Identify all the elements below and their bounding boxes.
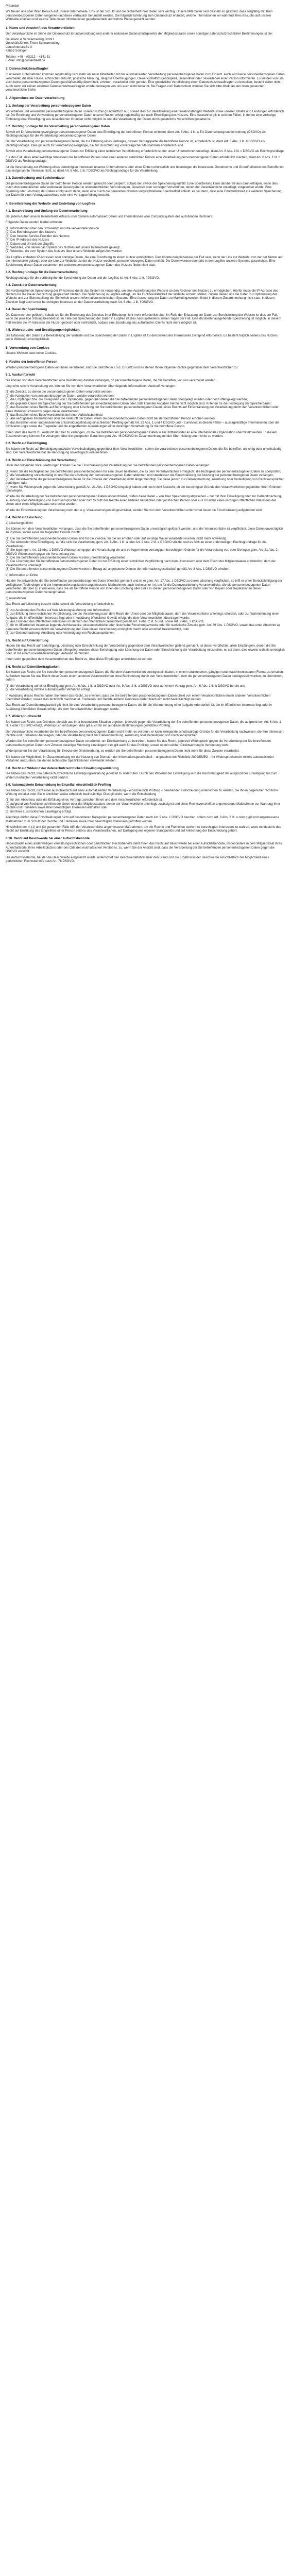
section-4-5-heading: 4.5. Widerspruchs- und Beseitigungsmöglichkeit <box>6 328 80 332</box>
privacy-policy-document <box>0 0 291 871</box>
section-6-7-text-4: Widersprechen Sie der Verarbeitung für Zwecke der Direktwerbung, so werden die Sie betreffenden personenbezogenen Daten nicht mehr für diese Zwecke verarbeitet. <box>6 749 240 753</box>
list-item: (1) wenn Sie die Richtigkeit der Sie betreffenden personenbezogenen für eine Dauer bestreiten, die es dem Verantwortlichen ermöglicht, die Richtigkeit der personenbezogenen Daten zu überprüfen; <box>6 469 281 473</box>
section-2-text: In unserem Unternehmen kommen regelmäßig nicht mehr als neun Mitarbeiter mit der automatisierten Verarbeitung personenbezogener Daten zum Einsatz. Auch wird keine personenbezogenen Daten verarbeitet, die über Rasse, ethnische Herkunft, politische Meinung, religiöse Überzeugungen, Gewerkschaftszugehörigkeit, Gesundheit oder Sexualleben einer Person informieren. Es werden von uns auch keine personenbezogenen Daten geschäftsmäßig übermittelt, erhoben, verarbeitet oder genutzt. Eine gesetzliche Verpflichtung einen Datenschutzbeauftragten zu bestellen, besteht daher nicht. Auch wenn wir keinen externen Datenschutzbeauftragten würde deswegen von uns auch nicht benannt. Bei Fragen zum Datenschutz wenden Sie sich bitte direkt an den oben genannten verantwortliche Stelle. <box>6 73 285 92</box>
section-3-2-heading: 3.2. Rechtsgrundlage für die Verarbeitung personenbezogener Daten <box>6 125 110 129</box>
section-1-text: Der Verantwortliche im Sinne der Datenschutz-Grundverordnung und anderer nationaler Datenschutzgesetze der Mitgliedsstaaten sowie sonstiger datenschutzrechtlicher Bestimmungen ist die: <box>6 31 273 36</box>
section-6-6-text-2: In Ausübung dieses Rechts haben Sie ferner das Recht, zu erwirken, dass die Sie betreffenden personenbezogenen Daten direkt von einem Verantwortlichen einem anderen Verantwortlichen übermittelt werden, soweit dies technisch machbar ist. Freiheiten und Rechte anderer Personen dürfen hierdurch nicht beeinträchtigt werden. <box>6 693 271 701</box>
managing-director: Geschäftsführer: Thore Schwarmeding <box>6 41 60 45</box>
list-item: (1) die Zwecke, zu denen die personenbezogenen Daten verarbeitet werden; <box>6 390 113 394</box>
section-4-1-text-2: Folgende Daten werden hierbei erhoben: <box>6 221 63 225</box>
section-3-heading: 3. Allgemeines zur Datenverarbeitung <box>6 96 65 100</box>
list-item: (1) zur Ausübung des Rechts auf freie Meinungsäußerung und Information; <box>6 608 110 612</box>
section-6-1-text-1: Sie können von dem Verantwortlichen eine Bestätigung darüber verlangen, ob personenbezogene Daten, die Sie betreffen, von uns verarbeitet werden. <box>6 378 216 382</box>
section-3-1-heading: 3.1. Umfang der Verarbeitung personenbezogener Daten <box>6 104 91 108</box>
section-4-4-text: Die Daten werden gelöscht, sobald sie für die Erreichung des Zweckes ihrer Erhebung nicht mehr erforderlich sind. Im Falle der Erfassung der Daten zur Bereitstellung der Website ist dies der Fall, wenn die jeweilige Sitzung beendet ist. Im Falle der Speicherung der Daten in Logfiles ist dies nach spätestens sieben Tagen der Fall. Eine darüberhinausgehende Speicherung ist möglich. In diesem Fall werden die IP-Adressen der Nutzer gelöscht oder verfremdet, sodass eine Zuordnung des aufrufenden Clients nicht mehr möglich ist. <box>6 313 281 325</box>
section-3-2-text-3: Soweit eine Verarbeitung personenbezogener Daten zur Erfüllung einer rechtlichen Verpflichtung erforderlich ist, der unser Unternehmen unterliegt, dient Art. 6 Abs. 1 lit. c DSGVO als Rechtsgrundlage. <box>6 149 285 154</box>
section-6-5-heading: 6.5. Recht auf Unterrichtung <box>6 638 48 642</box>
section-6-5-text-2: Ihnen steht gegenüber dem Verantwortlichen das Recht zu, über diese Empfänger unterrichtet zu werden. <box>6 657 153 662</box>
section-6-3-text-3: Wurde die Einschränkung der Verarbeitung nach den o.g. Voraussetzungen eingeschränkt, werden Sie von dem Verantwortlichen unterrichtet bevor die Einschränkung aufgehoben wird. <box>6 508 263 512</box>
controller-contact <box>6 55 285 63</box>
section-4-5-text: Die Erfassung der Daten zur Bereitstellung der Website und die Speicherung der Daten in Logfiles ist für den Betrieb der Internetseite zwingend erforderlich. Es besteht folglich seitens des Nutzers keine Widerspruchsmöglichkeit. <box>6 333 278 342</box>
list-item: (6) Websites, von denen das System des Nutzers auf unsere Internetseite gelangt <box>6 245 120 249</box>
section-6-3-text-2: Wurde die Verarbeitung der Sie betreffenden personenbezogenen Daten eingeschränkt, dürfen diese Daten – von ihrer Speicherung abgesehen – nur mit Ihrer Einwilligung oder zur Geltendmachung, Ausübung oder Verteidigung von Rechtsansprüchen oder zum Schutz der Rechte einer anderen natürlichen oder juristischen Person oder aus Gründen eines wichtigen öffentlichen Interesses der Union oder eines Mitgliedstaats verarbeitet werden. <box>6 495 282 506</box>
section-3-3-text: Die personenbezogenen Daten der betroffenen Person werden gelöscht oder gesperrt, sobald der Zweck der Speicherung entfällt. Eine Speicherung kann darüber hinaus dann erfolgen, wenn dies durch den europäischen oder nationalen Gesetzgeber in unionsrechtlichen Verordnungen, Gesetzen oder sonstigen Vorschriften, denen der Verantwortliche unterliegt, vorgesehen wurde. Eine Sperrung oder Löschung der Daten erfolgt auch dann, wenn eine durch die genannten Normen vorgeschriebene Speicherfrist abläuft, es sei denn, dass eine Erforderlichkeit zur weiteren Speicherung der Daten für einen Vertragsabschluss oder eine Vertragserfüllung besteht. <box>6 181 282 197</box>
preamble-heading: Präambel <box>6 4 20 8</box>
list-item: (4) die geplante Dauer der Speicherung der Sie betreffenden personenbezogenen Daten oder, falls konkrete Angaben hierzu nicht möglich sind, Kriterien für die Festlegung der Speicherdauer; <box>6 401 272 405</box>
list-item: (6) Die Sie betreffenden personenbezogenen Daten wurden in Bezug auf angebotene Dienste der Informationsgesellschaft gemäß Art. 8 Abs. 1 DSGVO erhoben. <box>6 567 230 571</box>
automated-decision-exceptions-list <box>6 798 285 814</box>
list-item: (2) Sie widerrufen Ihre Einwilligung, auf die sich die Verarbeitung gem. Art. 6 Abs. 1 lit. a oder Art. 9 Abs. 2 lit. a DSGVO stützte, und es fehlt an einer anderweitigen Rechtsgrundlage für die Verarbeitung. <box>6 540 267 548</box>
portability-conditions-list <box>6 684 285 692</box>
section-6-4-a-heading: a) Löschungspflicht <box>6 521 33 525</box>
deletion-reasons-list <box>6 537 285 571</box>
section-6-6-text-1: Sie haben das Recht, die Sie betreffenden personenbezogenen Daten, die Sie dem Verantwortlichen bereitgestellt haben, in einem strukturierten, gängigen und maschinenlesbaren Format zu erhalten. Außerdem haben Sie das Recht diese Daten einem anderen Verantwortlichen ohne Behinderung durch den Verantwortlichen, dem die personenbezogenen Daten bereitgestellt wurden, zu übermitteln, sofern <box>6 670 284 682</box>
section-6-6-heading: 6.6. Recht auf Datenübertragbarkeit <box>6 665 60 669</box>
section-6-4-heading: 6.4. Recht auf Löschung <box>6 516 43 520</box>
list-item: (5) Die Löschung der Sie betreffenden personenbezogenen Daten ist zur Erfüllung einer rechtlichen Verpflichtung nach dem Unionsrecht oder dem Recht der Mitgliedstaaten erforderlich, dem der Verantwortliche unterliegt. <box>6 560 276 567</box>
list-item: (2) die Kategorien von personenbezogenen Daten, welche verarbeitet werden; <box>6 394 115 398</box>
section-6-10-text-2: Die Aufsichtsbehörde, bei der die Beschwerde eingereicht wurde, unterrichtet den Beschwerdeführer über den Stand und die Ergebnisse der Beschwerde einschließlich der Möglichkeit eines gerichtlichen Rechtsbehelfs nach Art. 78 DSGVO. <box>6 855 269 863</box>
street-address: Leuschnerstraße 3 <box>6 45 32 49</box>
list-item: (4) wenn Sie Widerspruch gegen die Verarbeitung gemäß Art. 21 Abs. 1 DSGVO eingelegt haben und noch nicht feststeht, ob die berechtigten Gründe des Verantwortlichen gegenüber Ihren Gründen überwiegen. <box>6 485 282 493</box>
section-6-7-text-1: Sie haben das Recht, aus Gründen, die sich aus Ihrer besonderen Situation ergeben, jederzeit gegen die Verarbeitung der Sie betreffenden personenbezogenen Daten, die aufgrund von Art. 6 Abs. 1 lit. e oder f DSGVO erfolgt, Widerspruch einzulegen; dies gilt auch für ein auf diese Bestimmungen gestütztes Profiling. <box>6 720 281 728</box>
section-6-heading: 6. Rechte der betroffenen Person <box>6 360 58 364</box>
list-item: (3) mit Ihrer ausdrücklichen Einwilligung erfolgt. <box>6 809 72 814</box>
section-6-5-text-1: Haben Sie das Recht auf Berichtigung, Löschung oder Einschränkung der Verarbeitung gegenüber dem Verantwortlichen geltend gemacht, ist dieser verpflichtet, allen Empfängern, denen die Sie betreffenden personenbezogenen Daten offengelegt wurden, diese Berichtigung oder Löschung der Daten oder Einschränkung der Verarbeitung mitzuteilen, es sei denn, dies erweist sich als unmöglich oder ist mit einem unverhältnismäßigen Aufwand verbunden. <box>6 644 285 656</box>
section-4-1-heading: 4.1. Beschreibung und Umfang der Datenverarbeitung <box>6 209 88 213</box>
list-item: (3) Sie legen gem. Art. 21 Abs. 1 DSGVO Widerspruch gegen die Verarbeitung ein und es liegen keine vorrangigen berechtigten Gründe für die Verarbeitung vor, oder Sie legen gem. Art. 21 Abs. 2 DSGVO Widerspruch gegen die Verarbeitung ein. <box>6 548 278 556</box>
section-5-heading: 5. Verwendung von Cookies <box>6 346 49 350</box>
section-4-4-heading: 4.4. Dauer der Speicherung <box>6 308 47 312</box>
section-5-text: Unsere Website setzt keine Cookies. <box>6 351 57 355</box>
list-item: (5) das Bestehen eines Rechts auf Berichtigung oder Löschung der Sie betreffenden personenbezogenen Daten, eines Rechts auf Einschränkung der Verarbeitung durch den Verantwortlichen oder eines Widerspruchsrechts gegen diese Verarbeitung; <box>6 405 279 413</box>
section-6-1-text-2: Liegt eine solche Verarbeitung vor, können Sie von dem Verantwortlichen über folgende Informationen Auskunft verlangen: <box>6 384 176 388</box>
list-item: (7) alle verfügbaren Informationen über die Herkunft der Daten, wenn die personenbezogenen Daten nicht bei der betroffenen Person erhoben werden; <box>6 417 216 421</box>
section-6-10-text-1: Unbeschadet eines anderweitigen verwaltungsrechtlichen oder gerichtlichen Rechtsbehelfs steht Ihnen das Recht auf Beschwerde bei einer Aufsichtsbehörde, insbesondere in dem Mitgliedstaat ihres Aufenthaltsorts, ihres Arbeitsplatzes oder des Orts des mutmaßlichen Verstoßes, zu, wenn Sie der Ansicht sind, dass die Verarbeitung der Sie betreffenden personenbezogenen Daten gegen die DSGVO verstößt. <box>6 842 282 854</box>
section-3-3-heading: 3.3. Datenlöschung und Speicherdauer <box>6 176 65 180</box>
section-1-heading: 1. Name und Anschrift des Verantwortlichen <box>6 26 75 30</box>
list-item: (3) Den Internet-Service-Provider des Nutzers <box>6 234 70 238</box>
list-item: (8) das Bestehen einer automatisierten Entscheidungsfindung einschließlich Profiling gemäß Art. 22 Abs. 1 und 4 DSGVO und – zumindest in diesen Fällen – aussagekräftige Informationen über die involvierte Logik sowie die Tragweite und die angestrebten Auswirkungen einer derartigen Verarbeitung für die betroffene Person. <box>6 420 280 429</box>
section-3-2-text-5: Ist die Verarbeitung zur Wahrung eines berechtigten Interesses unseres Unternehmens oder eines Dritten erforderlich und überwiegen die Interessen, Grundrechte und Grundfreiheiten des Betroffenen das erstgenannte Interesse nicht, so dient Art. 6 Abs. 1 lit. f DSGVO als Rechtsgrundlage für die Verarbeitung. <box>6 165 284 173</box>
section-6-9-text-1: Sie haben das Recht, nicht einer ausschließlich auf einer automatisierten Verarbeitung – einschließlich Profiling – beruhenden Entscheidung unterworfen zu werden, die Ihnen gegenüber rechtliche Wirkung entfaltet oder Sie in ähnlicher Weise erheblich beeinträchtigt. Dies gilt nicht, wenn die Entscheidung <box>6 788 278 796</box>
list-item: (2) zur Erfüllung einer rechtlichen Verpflichtung, die die Verarbeitung nach dem Recht der Union oder der Mitgliedstaaten, dem der Verantwortliche unterliegt, erfordert, oder zur Wahrnehmung einer Aufgabe, die im öffentlichen Interesse liegt oder in Ausübung öffentlicher Gewalt erfolgt, die dem Verantwortlichen übertragen wurde; <box>6 612 279 620</box>
section-6-4-b-text: Hat der Verantwortliche die Sie betreffenden personenbezogenen Daten öffentlich gemacht und ist er gem. Art. 17 Abs. 1 DSGVO zu deren Löschung verpflichtet, so trifft er unter Berücksichtigung der verfügbaren Technologie und der Implementierungskosten angemessene Maßnahmen, auch technischer Art, um für die Datenverarbeitung Verantwortliche, die die personenbezogenen Daten verarbeiten, darüber zu informieren, dass Sie als betroffene Person von ihnen die Löschung aller Links zu diesen personenbezogenen Daten oder von Kopien oder Replikationen dieser personenbezogenen Daten verlangt haben. <box>6 579 282 595</box>
list-item: (2) Das Betriebssystem des Nutzers <box>6 230 56 234</box>
section-4-2-heading: 4.2. Rechtsgrundlage für die Datenverarbeitung <box>6 270 78 275</box>
restriction-list <box>6 470 285 493</box>
section-4-1-text-3: Die Logfiles enthalten IP-Adressen oder sonstige Daten, die eine Zuordnung zu einem Nutzer ermöglichen. Dies könnte beispielsweise der Fall sein, wenn der Link zur Website, von der der Nutzer auf die Internetseite gelangt, oder der Link zur Website, zu der der Nutzer wechselt, personenbezogene Daten enthält. Die Daten werden ebenfalls in den Logfiles unseres Systems gespeichert. Eine Speicherung dieser Daten zusammen mit anderen personenbezogenen Daten des Nutzers findet nicht statt. <box>6 255 283 267</box>
section-6-4-c-heading: c) Ausnahmen <box>6 596 26 600</box>
section-3-2-text-2: Bei der Verarbeitung von personenbezogenen Daten, die zur Erfüllung eines Vertrages, dessen Vertragspartei die betroffene Person ist, erforderlich ist, dient Art. 6 Abs. 1 lit. b DSGVO als Rechtsgrundlage. Dies gilt auch für Verarbeitungsvorgänge, die zur Durchführung vorvertraglicher Maßnahmen erforderlich sind. <box>6 140 265 147</box>
section-6-2-heading: 6.2. Recht auf Berichtigung <box>6 442 47 446</box>
section-6-10-heading: 6.10. Recht auf Beschwerde bei einer Aufsichtsbehörde <box>6 836 90 840</box>
section-6-9-text-2: Allerdings dürfen diese Entscheidungen nicht auf besonderen Kategorien personenbezogener Daten nach Art. 9 Abs. 1 DSGVO beruhen, sofern nicht Art. 9 Abs. 2 lit. a oder g gilt und angemessene Maßnahmen zum Schutz der Rechte und Freiheiten sowie Ihrer berechtigten Interessen getroffen wurden. <box>6 816 279 823</box>
preamble-text: Wir freuen uns über Ihren Besuch auf unserer Internetseite. Uns ist der Schutz und die Sicherheit Ihrer Daten sehr wichtig. Unsere Mitarbeiter sind deshalb so geschult, dass sorgfältig mit Ihren personenbezogenen Daten umgehen und diese vertraulich behandelt werden. Die folgende Erklärung zum Datenschutz erläutert, welche Informationen wir während Ihres Besuchs auf unserer Webseite erfassen und welche Teile dieser Informationen gegebenenfalls auf welche Weise genutzt werden. <box>6 10 273 22</box>
list-item: (5) Datum und Uhrzeit des Zugriffs <box>6 242 54 246</box>
section-6-1-text-3: Ihnen steht das Recht zu, Auskunft darüber zu verlangen, ob die Sie betreffenden personenbezogenen Daten in ein Drittland oder an eine internationale Organisation übermittelt werden. In diesem Zusammenhang können Sie verlangen, über die geeigneten Garantien gem. Art. 46 DSGVO im Zusammenhang mit der Übermittlung unterrichtet zu werden. <box>6 430 278 438</box>
list-item: (1) für den Abschluss oder die Erfüllung eines Vertrags zwischen Ihnen und dem Verantwortlichen erforderlich ist, <box>6 798 163 802</box>
list-item: (2) die Verarbeitung unrechtmäßig ist und Sie die Löschung der personenbezogenen Daten ablehnen und stattdessen die Einschränkung der Nutzung der personenbezogenen Daten verlangen; <box>6 473 274 478</box>
section-4-1-text-1: Bei jedem Aufruf unserer Internetseite erfasst unser System automatisiert Daten und Informationen vom Computersystem des aufrufenden Rechners. <box>6 215 213 218</box>
section-4-3-text: Die vorübergehende Speicherung der IP-Adresse durch das System ist notwendig, um eine Auslieferung der Website an den Rechner des Nutzers zu ermöglichen. Hierfür muss die IP-Adresse des Nutzers für die Dauer der Sitzung gespeichert bleiben. Die Speicherung in Logfiles erfolgt, um die Funktionsfähigkeit der Website sicherzustellen. Zudem dienen uns die Daten zur Optimierung der Website und zur Sicherstellung der Sicherheit unserer informationstechnischen Systeme. Eine Auswertung der Daten zu Marketingzwecken findet in diesem Zusammenhang nicht statt. In diesen Zwecken liegt auch unser berechtigtes Interesse an der Datenverarbeitung nach Art. 6 Abs. 1 lit. f DSGVO. <box>6 289 278 304</box>
section-4-2-text: Rechtsgrundlage für die vorübergehende Speicherung der Daten und der Logfiles ist Art. 6 Abs. 1 lit. f DSGVO. <box>6 276 160 280</box>
phone-number: Telefon: +49 – (0)212 – 4141 51 <box>6 55 50 59</box>
section-6-7-text-3: Werden die Sie betreffenden personenbezogenen Daten verarbeitet, um Direktwerbung zu betreiben, haben Sie das Recht, jederzeit Widerspruch gegen die Verarbeitung der Sie betreffenden personenbezogenen Daten zum Zwecke derartiger Werbung einzulegen; dies gilt auch für das Profiling, soweit es mit solcher Direktwerbung in Verbindung steht. <box>6 739 271 747</box>
list-item: (3) die Empfänger bzw. die Kategorien von Empfängern, gegenüber denen die Sie betreffenden personenbezogenen Daten offengelegt wurden oder noch offengelegt werden; <box>6 398 248 402</box>
section-3-2-text-4: Für den Fall, dass lebenswichtige Interessen der betroffenen Person oder einer anderen natürlichen Person eine Verarbeitung personenbezogener Daten erforderlich machen, dient Art. 6 Abs. 1 lit. d DSGVO als Rechtsgrundlage. <box>6 155 281 163</box>
section-4-heading: 4. Bereitstellung der Website und Erstellung von Logfiles <box>6 201 95 206</box>
section-2-heading: 2. Datenschutzbeauftragter <box>6 67 48 71</box>
list-item: (7) Websites, die vom System des Nutzers über unsere Website aufgerufen werden <box>6 249 122 253</box>
section-6-2-text: Sie haben ein Recht auf Berichtigung und/oder Vervollständigung gegenüber dem Verantwortlichen, sofern die verarbeiteten personenbezogenen Daten, die Sie betreffen, unrichtig oder unvollständig sind. Der Verantwortliche hat die Berichtigung unverzüglich vorzunehmen. <box>6 447 282 455</box>
deletion-exceptions-list <box>6 608 285 635</box>
section-6-4-b-heading: b) Information an Dritte <box>6 573 38 577</box>
section-6-1-heading: 6.1. Auskunftsrecht <box>6 373 36 377</box>
section-3-1-text: Wir erheben und verwenden personenbezogene Daten unserer Nutzer grundsätzlich nur, soweit dies zur Bereitstellung einer funktionsfähigen Website sowie unserer Inhalte und Leistungen erforderlich ist. Die Erhebung und Verwendung personenbezogener Daten unserer Nutzer erfolgt regelmäßig nur nach Einwilligung des Nutzers. Eine Ausnahme gilt in solchen Fällen, in denen eine vorherige Einholung einer Einwilligung aus tatsächlichen Gründen nicht möglich ist und die Verarbeitung der Daten durch gesetzliche Vorschriften gestattet ist. <box>6 109 284 121</box>
section-6-7-text-2: Der Verantwortliche verarbeitet die Sie betreffenden personenbezogenen Daten nicht mehr, es sei denn, er kann zwingende schutzwürdige Gründe für die Verarbeitung nachweisen, die Ihre Interessen, Rechte und Freiheiten überwiegen, oder die Verarbeitung dient der Geltendmachung, Ausübung oder Verteidigung von Rechtsansprüchen. <box>6 730 284 738</box>
list-item: (3) aus Gründen des öffentlichen Interesses im Bereich der öffentlichen Gesundheit gemäß Art. 9 Abs. 2 lit. h und i sowie Art. 9 Abs. 3 DSGVO; <box>6 619 204 623</box>
section-6-4-a-text: Sie können von dem Verantwortlichen verlangen, dass die Sie betreffenden personenbezogenen Daten unverzüglich gelöscht werden, und der Verantwortliche ist verpflichtet, diese Daten unverzüglich zu löschen, sofern einer der folgenden Gründe zutrifft: <box>6 527 283 535</box>
list-item: (1) Informationen über den Browsertyp und die verwendete Version <box>6 226 99 230</box>
controller-address <box>6 38 285 53</box>
section-6-7-text-5: Sie haben die Möglichkeit, im Zusammenhang mit der Nutzung von Diensten der Informationsgesellschaft – ungeachtet der Richtlinie 2002/58/EG – Ihr Widerspruchsrecht mittels automatisierter Verfahren auszuüben, bei denen technische Spezifikationen verwendet werden. <box>6 755 274 763</box>
section-4-3-heading: 4.3. Zweck der Datenverarbeitung <box>6 283 57 287</box>
section-6-9-heading: 6.9. Automatisierte Entscheidung im Einzelfall einschließlich Profiling <box>6 783 111 787</box>
email-address: E-Mail: info@postanhaelt.de <box>6 59 45 63</box>
section-6-7-heading: 6.7. Widerspruchsrecht <box>6 715 41 719</box>
postal-city: 42659 Solingen <box>6 49 28 53</box>
section-3-2-text-1: Soweit wir für Verarbeitungsvorgänge personenbezogener Daten eine Einwilligung der betroffenen Person einholen, dient Art. 6 Abs. 1 lit. a EU-Datenschutzgrundverordnung (DSGVO) als Rechtsgrundlage für die Verarbeitung personenbezogener Daten. <box>6 130 266 138</box>
list-item: (5) zur Geltendmachung, Ausübung oder Verteidigung von Rechtsansprüchen. <box>6 631 115 635</box>
section-6-4-c-text: Das Recht auf Löschung besteht nicht, soweit die Verarbeitung erforderlich ist <box>6 602 114 606</box>
section-6-6-text-3: Das Recht auf Datenübertragbarkeit gilt nicht für eine Verarbeitung personenbezogener Daten, die für die Wahrnehmung einer Aufgabe erforderlich ist, die im öffentlichen Interesse liegt oder in Ausübung öffentlicher Gewalt erfolgt, die dem Verantwortlichen übertragen wurde. <box>6 703 272 711</box>
section-6-3-heading: 6.3. Recht auf Einschränkung der Verarbeitung <box>6 458 77 462</box>
information-list <box>6 390 285 428</box>
list-item: (1) Die Sie betreffenden personenbezogenen Daten sind für die Zwecke, für die sie erhoben oder auf sonstige Weise verarbeitet wurden, nicht mehr notwendig. <box>6 536 227 540</box>
list-item: (2) die Verarbeitung mithilfe automatisierter Verfahren erfolgt. <box>6 688 91 692</box>
section-6-8-heading: 6.8. Recht auf Widerruf der datenschutzrechtlichen Einwilligungserklärung <box>6 766 119 770</box>
list-item: (4) für im öffentlichen Interesse liegende Archivzwecke, wissenschaftliche oder historische Forschungszwecke oder für statistische Zwecke gem. Art. 89 Abs. 1 DSGVO, soweit das unter Abschnitt a) genannte Recht voraussichtlich die Verwirklichung der Ziele dieser Verarbeitung unmöglich macht oder ernsthaft beeinträchtigt, oder <box>6 623 280 631</box>
list-item: (6) das Bestehen eines Beschwerderechts bei einer Aufsichtsbehörde; <box>6 413 104 417</box>
section-6-3-text-1: Unter den folgenden Voraussetzungen können Sie die Einschränkung der Verarbeitung der Sie betreffenden personenbezogenen Daten verlangen: <box>6 464 210 468</box>
list-item: (1) die Verarbeitung auf einer Einwilligung gem. Art. 6 Abs. 1 lit. a DSGVO oder Art. 9 Abs. 2 lit. a DSGVO oder auf einem Vertrag gem. Art. 6 Abs. 1 lit. b DSGVO beruht und <box>6 684 246 688</box>
section-6-intro: Werden personenbezogene Daten von Ihnen verarbeitet, sind Sie Betroffener i.S.d. DSGVO und es stehen Ihnen folgende Rechte gegenüber dem Verantwortlichen zu: <box>6 365 239 369</box>
list-item: (4) Die IP-Adresse des Nutzers <box>6 238 49 242</box>
list-item: (3) der Verantwortliche die personenbezogenen Daten für die Zwecke der Verarbeitung nicht länger benötigt, Sie diese jedoch zur Geltendmachung, Ausübung oder Verteidigung von Rechtsansprüchen benötigen, oder <box>6 477 285 485</box>
company-name: Baumann & Schwarmeding GmbH <box>6 37 54 41</box>
logged-data-list <box>6 227 285 253</box>
section-6-9-text-3: Hinsichtlich der in (1) und (3) genannten Fälle trifft der Verantwortliche angemessene Maßnahmen, um die Rechte und Freiheiten sowie Ihre berechtigten Interessen zu wahren, wozu mindestens das Recht auf Erwirkung des Eingreifens einer Person seitens des Verantwortlichen, auf Darlegung des eigenen Standpunkts und auf Anfechtung der Entscheidung gehört. <box>6 825 281 833</box>
list-item: (2) aufgrund von Rechtsvorschriften der Union oder der Mitgliedstaaten, denen der Verantwortliche unterliegt, zulässig ist und diese Rechtsvorschriften angemessene Maßnahmen zur Wahrung Ihrer Rechte und Freiheiten sowie Ihrer berechtigten Interessen enthalten oder <box>6 802 280 810</box>
section-6-8-text: Sie haben das Recht, Ihre datenschutzrechtliche Einwilligungserklärung jederzeit zu widerrufen. Durch den Widerruf der Einwilligung wird die Rechtmäßigkeit der aufgrund der Einwilligung bis zum Widerruf erfolgten Verarbeitung nicht berührt. <box>6 772 278 779</box>
list-item: (4) Die Sie betreffenden personenbezogenen Daten wurden unrechtmäßig verarbeitet. <box>6 556 126 560</box>
